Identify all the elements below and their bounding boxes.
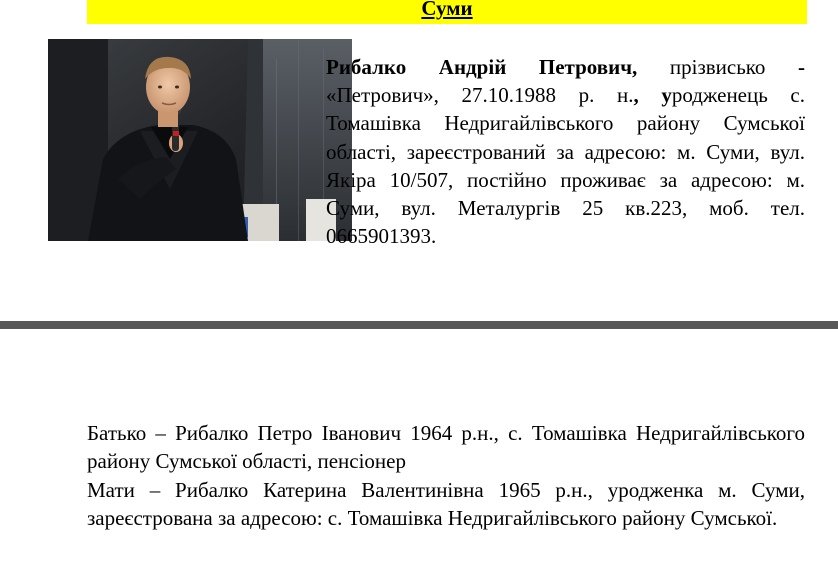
nickname-and-birth: «Петрович», 27.10.1988 р. н. <box>326 83 634 108</box>
nickname-label: прізвисько <box>637 55 799 79</box>
birthplace-and-address: родженець с. Томашівка Недригайлівського району Сумської області, зареєстрований за адресою: м. Суми, вул. Якіра 10/507, постійно проживає за адресою: м. Суми, вул. Металургів 25 кв.223, моб. тел. 0665901393. <box>326 83 805 249</box>
family-section <box>87 419 805 533</box>
mother-entry: Мати – Рибалко Катерина Валентинівна 1965 р.н., уродженка м. Суми, зареєстрована за адресою: с. Томашівка Недригайлівського району Сумської. <box>87 477 805 531</box>
birth-comma: , <box>633 83 639 108</box>
father-entry: Батько – Рибалко Петро Іванович 1964 р.н., с. Томашівка Недригайлівського району Сумської області, пенсіонер <box>87 421 805 474</box>
birthplace-prefix: у <box>638 83 672 108</box>
photo-spacer <box>48 53 326 259</box>
name-comma: , <box>632 55 638 79</box>
heading-bar <box>87 0 807 24</box>
nickname-dash: - <box>798 55 806 79</box>
section-divider <box>0 321 838 329</box>
subject-bio <box>87 53 805 259</box>
heading-city: Суми <box>421 0 473 20</box>
subject-name: Рибалко Андрій Петрович <box>326 55 633 79</box>
